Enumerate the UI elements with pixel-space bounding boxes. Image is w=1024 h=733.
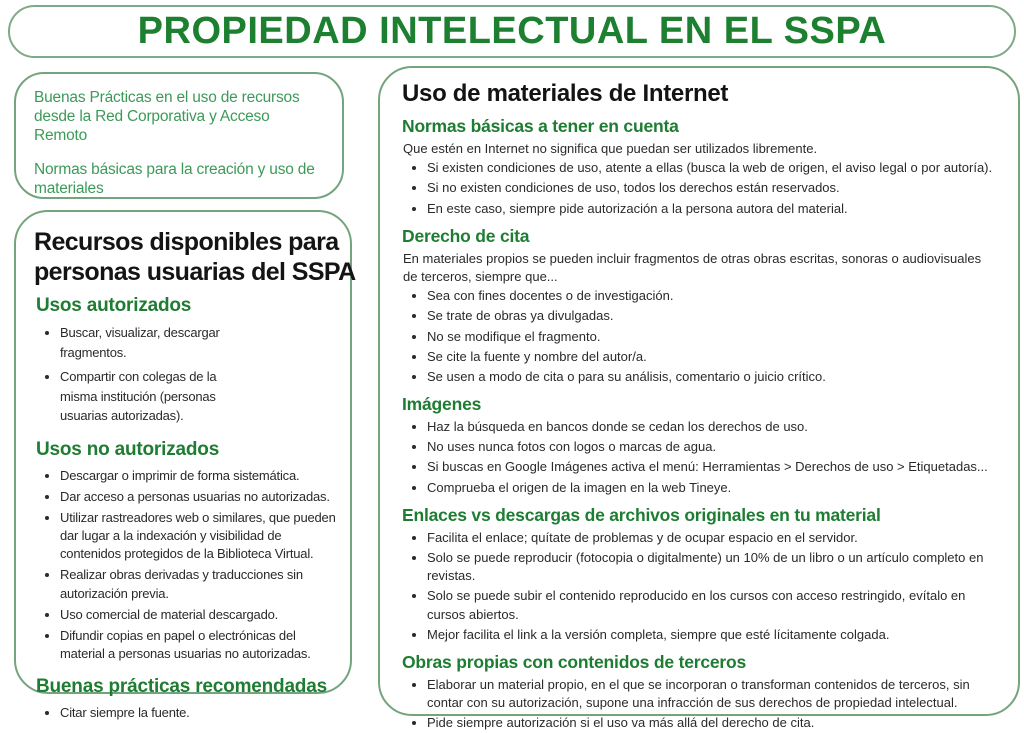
bullet-item: • Facilita el enlace; quítate de problemas y de ocupar espacio en el servidor. xyxy=(427,529,998,547)
section-buenas-practicas xyxy=(32,676,336,722)
left-panel-recursos xyxy=(14,210,356,721)
bullet-item: • No uses nunca fotos con logos o marcas de agua. xyxy=(427,438,998,456)
right-panel-internet xyxy=(378,66,1020,731)
bullet-item: • Si no existen condiciones de uso, todos los derechos están reservados. xyxy=(427,179,998,197)
bullet-list xyxy=(36,704,336,722)
left-panel-title-line: Recursos disponibles para xyxy=(34,228,339,256)
bullet-item: • Si existen condiciones de uso, atente a ellas (busca la web de origen, el aviso legal o por autoría). xyxy=(427,159,998,177)
intro-paragraph: Buenas Prácticas en el uso de recursos desde la Red Corporativa y Acceso Remoto xyxy=(34,89,300,144)
bullet-item: • Buscar, visualizar, descargar fragmentos. xyxy=(60,323,241,362)
bullet-list xyxy=(402,418,998,497)
section-heading: Imágenes xyxy=(402,394,482,415)
bullet-item: • Sea con fines docentes o de investigación. xyxy=(427,287,998,305)
bullet-list xyxy=(402,676,998,733)
bullet-item: • Haz la búsqueda en bancos donde se cedan los derechos de uso. xyxy=(427,418,998,436)
intro-paragraph: Normas básicas para la creación y uso de materiales xyxy=(34,160,315,197)
bullet-item: • Difundir copias en papel o electrónicas del material a personas usuarias no autorizadas. xyxy=(60,627,336,663)
page-title: PROPIEDAD INTELECTUAL EN EL SSPA xyxy=(137,10,887,52)
section-derecho-de-cita xyxy=(402,226,998,386)
bullet-item: • En este caso, siempre pide autorización a la persona autora del material. xyxy=(427,200,998,218)
section-heading: Obras propias con contenidos de terceros xyxy=(402,651,747,672)
bullet-item: • Se usen a modo de cita o para su análisis, comentario o juicio crítico. xyxy=(427,368,998,386)
section-usos-no-autorizados xyxy=(32,439,336,664)
section-intro: Que estén en Internet no significa que puedan ser utilizados libremente. xyxy=(403,141,818,156)
section-enlaces-vs-descargas xyxy=(402,505,998,644)
section-heading: Normas básicas a tener en cuenta xyxy=(402,116,679,136)
bullet-list xyxy=(402,529,998,644)
bullet-item: • Mejor facilita el link a la versión completa, siempre que esté lícitamente colgada. xyxy=(427,626,998,644)
bullet-list xyxy=(402,287,998,386)
header-banner xyxy=(8,5,1016,58)
section-heading: Usos autorizados xyxy=(36,295,192,316)
bullet-item: • Citar siempre la fuente. xyxy=(60,704,336,722)
bullet-item: • Solo se puede subir el contenido reproducido en los cursos con acceso restringido, evítalo en cursos abiertos. xyxy=(427,587,998,623)
bullet-list xyxy=(36,323,241,426)
bullet-item: • Compartir con colegas de la misma institución (personas usuarias autorizadas). xyxy=(60,367,241,426)
bullet-item: • Comprueba el origen de la imagen en la web Tineye. xyxy=(427,479,998,497)
bullet-item: • Descargar o imprimir de forma sistemática. xyxy=(60,467,336,485)
bullet-item: • Se cite la fuente y nombre del autor/a. xyxy=(427,348,998,366)
section-heading: Enlaces vs descargas de archivos originales en tu material xyxy=(402,504,881,525)
bullet-item: • Elaborar un material propio, en el que se incorporan o transforman contenidos de terceros, sin contar con su autorización, supone una infracción de sus derechos de propiedad intelectual. xyxy=(427,676,998,712)
left-panel-title-line: personas usuarias del SSPA xyxy=(34,257,356,286)
bullet-item: • Uso comercial de material descargado. xyxy=(60,606,336,624)
bullet-item: • Realizar obras derivadas y traducciones sin autorización previa. xyxy=(60,566,336,602)
bullet-item: • No se modifique el fragmento. xyxy=(427,328,998,346)
right-panel-title: Uso de materiales de Internet xyxy=(402,80,729,107)
section-heading: Usos no autorizados xyxy=(36,438,220,460)
bullet-item: • Dar acceso a personas usuarias no autorizadas. xyxy=(60,488,336,506)
bullet-item: • Si buscas en Google Imágenes activa el menú: Herramientas > Derechos de uso > Etiquetadas... xyxy=(427,458,998,476)
intro-box xyxy=(14,72,344,199)
section-normas-basicas xyxy=(402,116,998,218)
section-intro: En materiales propios se pueden incluir fragmentos de otras obras escritas, sonoras o audiovisuales de terceros, siempre que... xyxy=(403,250,982,284)
section-imagenes xyxy=(402,394,998,497)
bullet-item: • Se trate de obras ya divulgadas. xyxy=(427,307,998,325)
section-heading: Buenas prácticas recomendadas xyxy=(36,676,327,698)
section-usos-autorizados xyxy=(32,295,336,426)
bullet-item: • Utilizar rastreadores web o similares, que pueden dar lugar a la indexación y visibilidad de contenidos protegidos de la Biblioteca Virtual. xyxy=(60,509,336,564)
section-obras-propias xyxy=(402,652,998,733)
bullet-list xyxy=(402,159,998,218)
bullet-item: • Pide siempre autorización si el uso va más allá del derecho de cita. xyxy=(427,714,998,732)
bullet-list xyxy=(36,467,336,664)
section-heading: Derecho de cita xyxy=(402,225,530,246)
bullet-item: • Solo se puede reproducir (fotocopia o digitalmente) un 10% de un libro o un artículo completo en revistas. xyxy=(427,549,998,585)
left-panel-title xyxy=(34,228,356,287)
